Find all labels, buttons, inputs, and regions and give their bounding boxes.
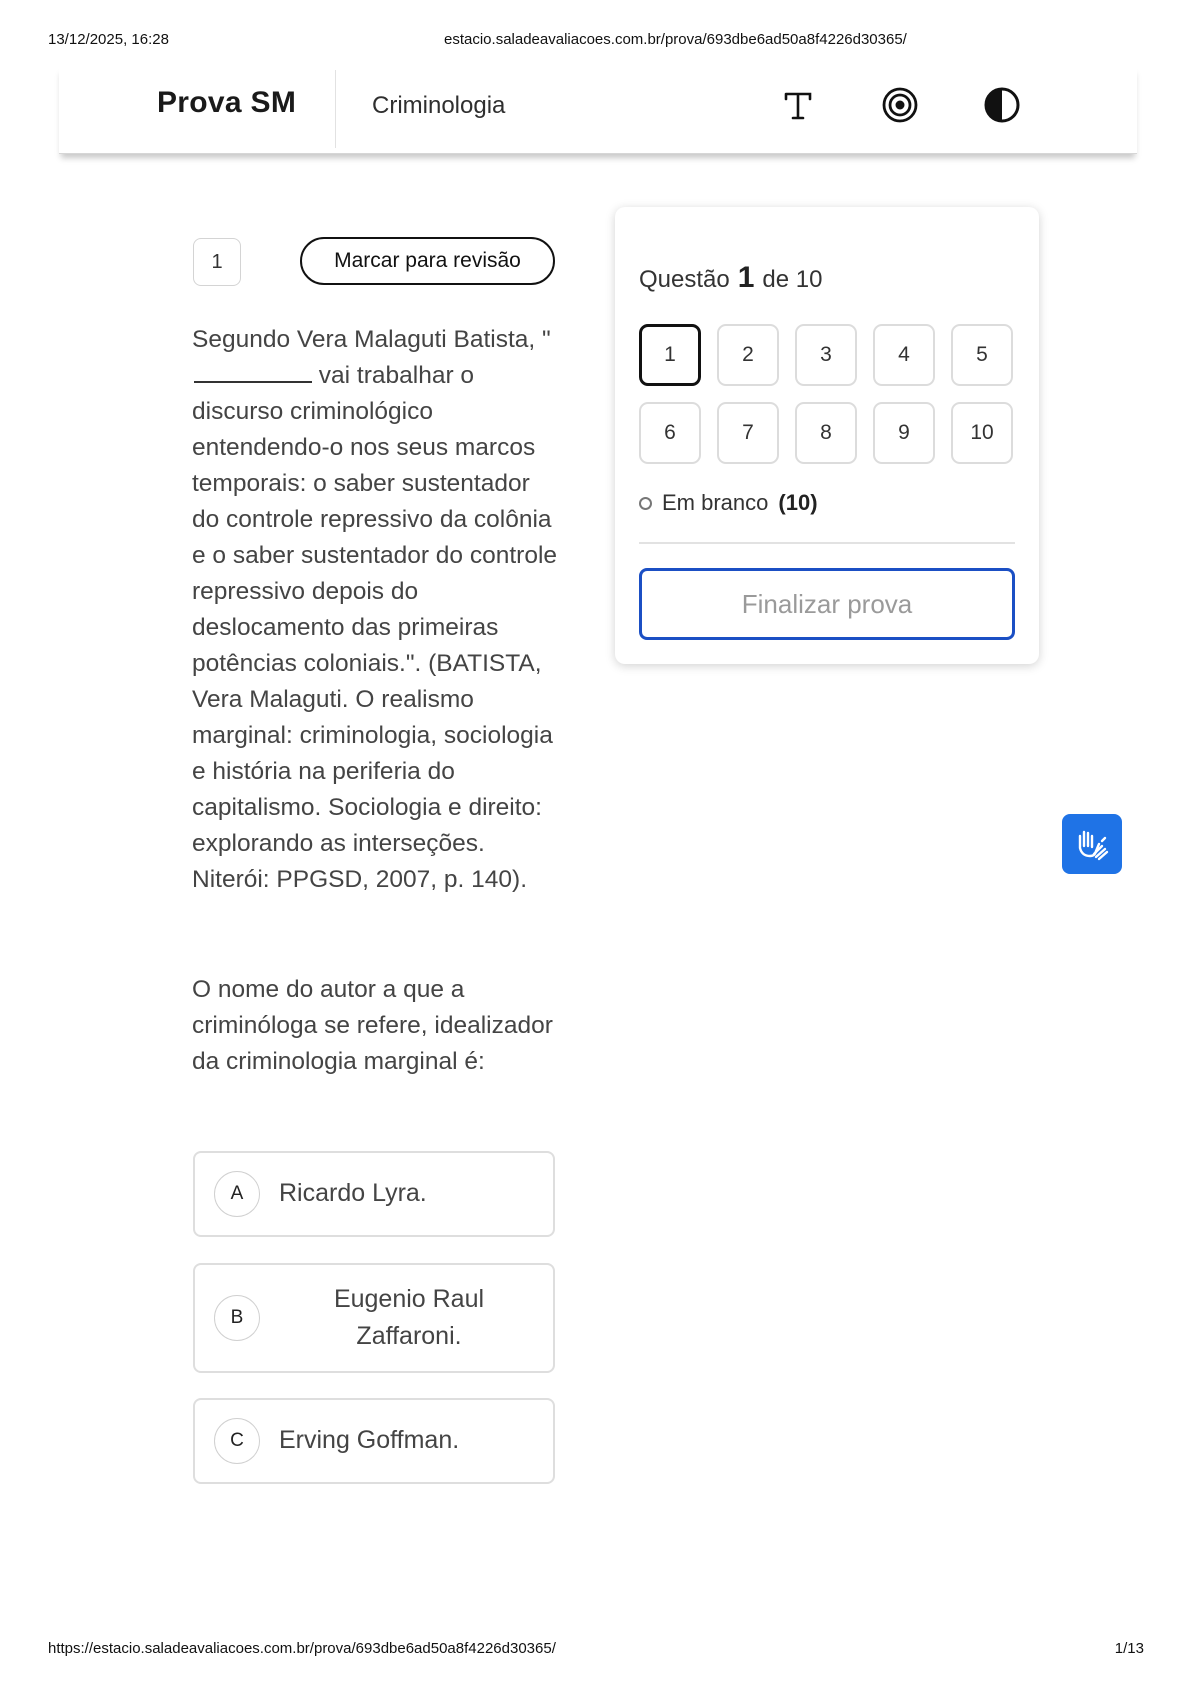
mark-for-review-button[interactable]: Marcar para revisão — [300, 237, 555, 285]
question-nav-4[interactable]: 4 — [873, 324, 935, 386]
question-statement — [192, 322, 562, 898]
option-text: Ricardo Lyra. — [279, 1179, 427, 1207]
answer-option-a[interactable] — [193, 1151, 555, 1237]
contrast-icon — [983, 86, 1021, 124]
fill-blank — [194, 361, 312, 383]
question-nav-2[interactable]: 2 — [717, 324, 779, 386]
option-letter: A — [214, 1171, 260, 1217]
answer-option-c[interactable] — [193, 1398, 555, 1484]
question-nav-9[interactable]: 9 — [873, 402, 935, 464]
question-number: 1 — [193, 238, 241, 286]
font-size-button[interactable] — [773, 80, 823, 130]
counter-suffix: de 10 — [762, 266, 823, 293]
target-icon — [881, 86, 919, 124]
sign-language-button[interactable] — [1062, 814, 1122, 874]
subject-title: Criminologia — [372, 92, 506, 119]
header-divider — [335, 70, 336, 148]
option-text: Erving Goffman. — [279, 1426, 460, 1454]
sign-language-hands-icon — [1072, 824, 1112, 864]
print-page-number: 1/13 — [1114, 1640, 1144, 1657]
statement-rest: vai trabalhar o discurso criminológico entendendo-o nos seus marcos temporais: o saber sustentador do controle repressivo da colônia e o saber sustentador do controle repressivo depois do deslocamento das primeiras potências coloniais.". (BATISTA, Vera Malaguti. O realismo marginal: criminologia, sociologia e história na periferia do capitalismo. Sociologia e direito: explorando as interseções. Niterói: PPGSD, 2007, p. 140). — [192, 362, 558, 893]
print-footer-url: https://estacio.saladeavaliacoes.com.br/prova/693dbe6ad50a8f4226d30365/ — [48, 1640, 556, 1657]
question-nav-6[interactable]: 6 — [639, 402, 701, 464]
question-counter — [639, 261, 822, 295]
brand-title: Prova SM — [157, 86, 297, 119]
question-nav-3[interactable]: 3 — [795, 324, 857, 386]
print-datetime: 13/12/2025, 16:28 — [48, 31, 169, 48]
focus-mode-button[interactable] — [875, 80, 925, 130]
contrast-button[interactable] — [977, 80, 1027, 130]
print-url: estacio.saladeavaliacoes.com.br/prova/693dbe6ad50a8f4226d30365/ — [444, 31, 907, 48]
blank-count: (10) — [778, 490, 818, 515]
answer-option-b[interactable] — [193, 1263, 555, 1373]
finish-exam-button[interactable]: Finalizar prova — [639, 568, 1015, 640]
question-nav-10[interactable]: 10 — [951, 402, 1013, 464]
circle-icon — [639, 497, 652, 510]
top-bar — [59, 66, 1137, 154]
font-size-icon — [781, 88, 815, 122]
panel-divider — [639, 542, 1015, 544]
question-navigator-panel — [615, 207, 1039, 664]
question-nav-5[interactable]: 5 — [951, 324, 1013, 386]
question-grid — [639, 324, 1015, 464]
question-nav-7[interactable]: 7 — [717, 402, 779, 464]
question-prompt: O nome do autor a que a criminóloga se refere, idealizador da criminologia marginal é: — [192, 976, 553, 1075]
statement-start: Segundo Vera Malaguti Batista, " — [192, 326, 551, 353]
blank-status — [639, 490, 818, 516]
counter-prefix: Questão — [639, 266, 730, 293]
option-letter: B — [214, 1295, 260, 1341]
option-letter: C — [214, 1418, 260, 1464]
counter-current: 1 — [737, 261, 755, 294]
question-nav-1[interactable]: 1 — [639, 324, 701, 386]
question-nav-8[interactable]: 8 — [795, 402, 857, 464]
blank-label: Em branco — [662, 490, 769, 515]
option-text: Eugenio Raul Zaffaroni. — [333, 1285, 485, 1350]
